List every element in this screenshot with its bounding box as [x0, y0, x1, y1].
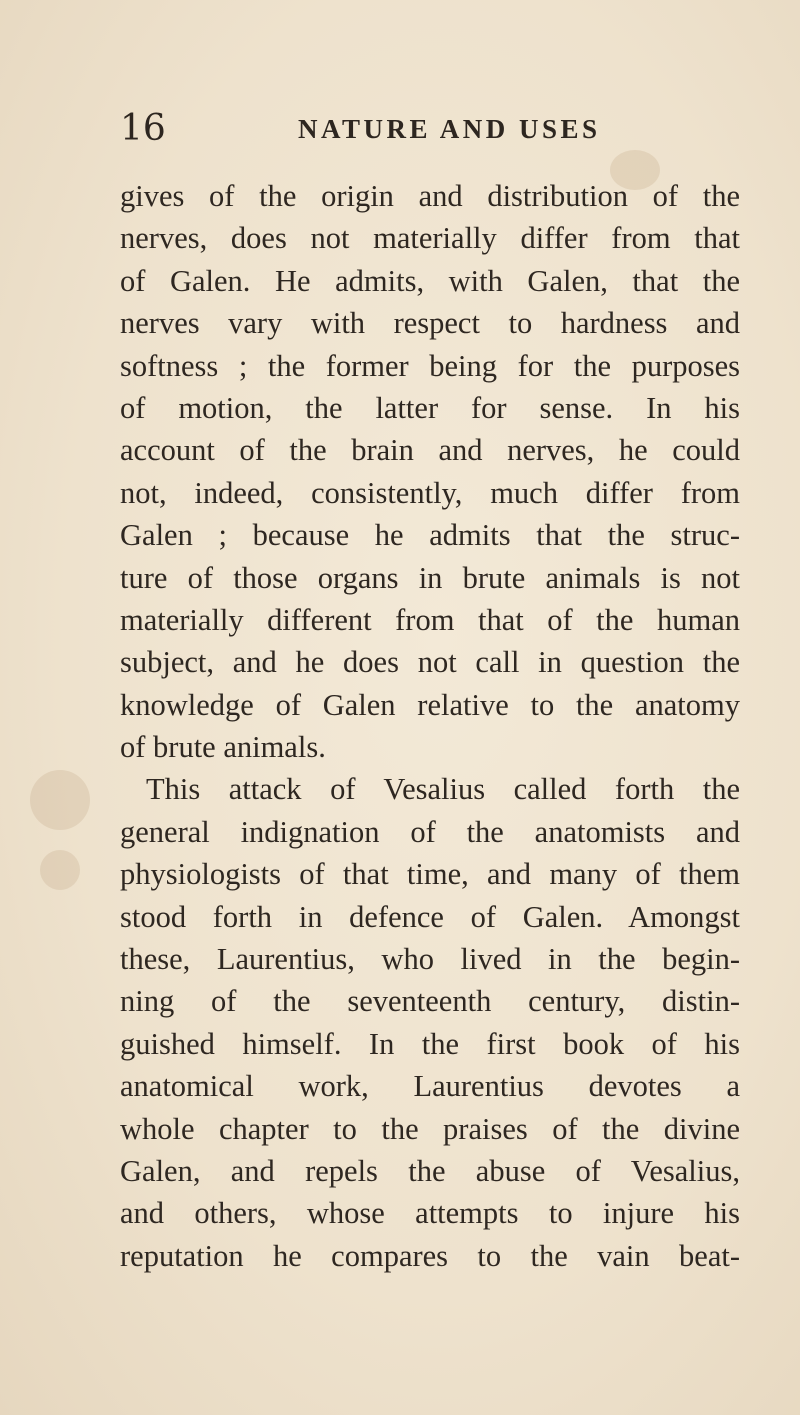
text-line: anatomical work, Laurentius devotes a: [120, 1069, 740, 1104]
text-line: whole chapter to the praises of the divine: [120, 1111, 740, 1146]
text-line: reputation he compares to the vain beat-: [120, 1238, 740, 1273]
text-line: subject, and he does not call in question the: [120, 645, 740, 680]
page-header: [120, 108, 740, 158]
text-line: of Galen. He admits, with Galen, that the: [120, 263, 740, 298]
text-line: Galen ; because he admits that the struc-: [120, 518, 740, 553]
text-line: these, Laurentius, who lived in the begin-: [120, 942, 740, 977]
text-line: ning of the seventeenth century, distin-: [120, 984, 740, 1019]
paper-stain: [30, 770, 90, 830]
text-line: nerves vary with respect to hardness and: [120, 306, 740, 341]
text-line: gives of the origin and distribution of the: [120, 179, 740, 213]
text-line: materially different from that of the human: [120, 602, 740, 637]
text-line: and others, whose attempts to injure his: [120, 1196, 740, 1231]
text-line: physiologists of that time, and many of them: [120, 857, 740, 892]
text-line: knowledge of Galen relative to the anatomy: [120, 687, 740, 722]
running-head: NATURE AND USES: [298, 114, 601, 144]
text-line: This attack of Vesalius called forth the: [146, 772, 740, 807]
text-line: guished himself. In the first book of his: [120, 1026, 740, 1061]
text-line: nerves, does not materially differ from that: [120, 221, 740, 256]
text-line: ture of those organs in brute animals is not: [120, 560, 740, 595]
text-line: Galen, and repels the abuse of Vesalius,: [120, 1153, 740, 1188]
text-line: not, indeed, consistently, much differ from: [120, 475, 740, 510]
body-text: [120, 175, 740, 1277]
text-line: stood forth in defence of Galen. Amongst: [120, 899, 740, 934]
text-line: of motion, the latter for sense. In his: [120, 390, 740, 425]
text-line: general indignation of the anatomists and: [120, 814, 740, 849]
paper-stain: [40, 850, 80, 890]
text-line: of brute animals.: [120, 730, 326, 765]
page-number: 16: [120, 108, 166, 149]
text-line: account of the brain and nerves, he could: [120, 433, 740, 468]
text-line: softness ; the former being for the purposes: [120, 348, 740, 383]
